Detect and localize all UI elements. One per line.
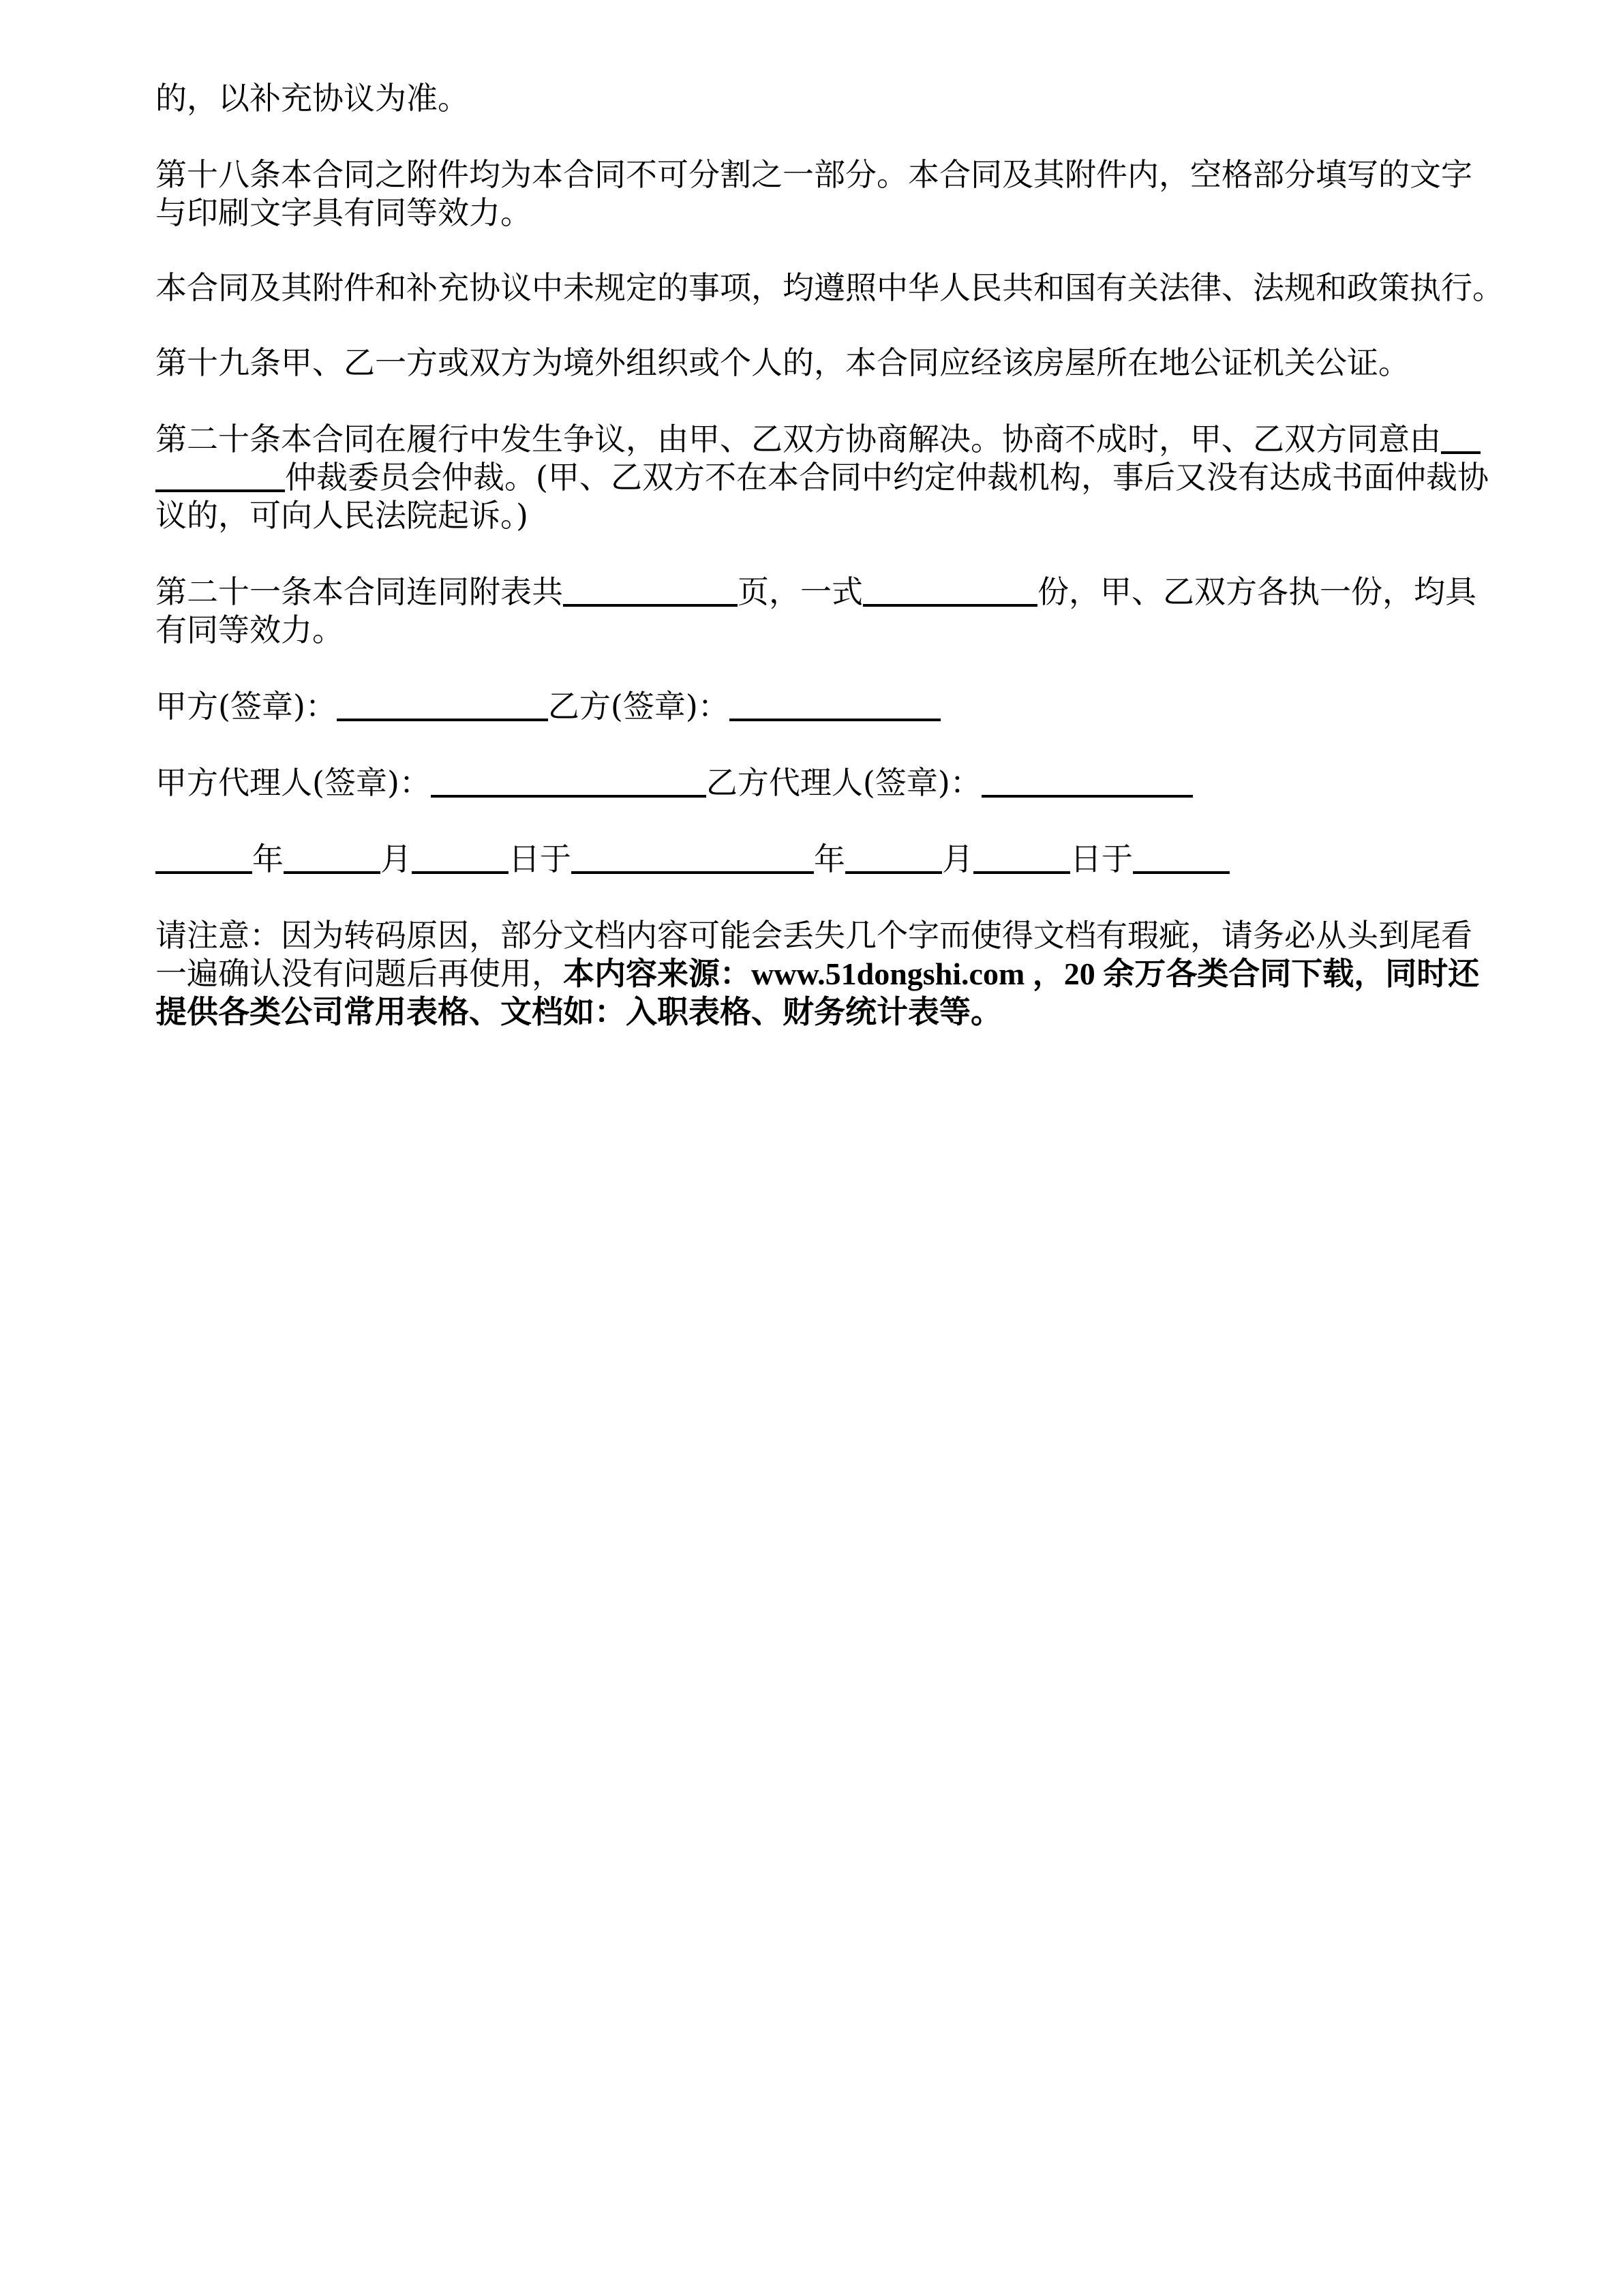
paragraph-unspecified-matters: 本合同及其附件和补充协议中未规定的事项，均遵照中华人民共和国有关法律、法规和政策执行。 xyxy=(155,269,1504,306)
notice-source-link[interactable]: 本内容来源：www.51dongshi.com ，20 余万各类合同下载，同时还 xyxy=(563,956,1480,991)
article-20-line-2-text: 仲裁委员会仲裁。(甲、乙双方不在本合同中约定仲裁机构，事后又没有达成书面仲裁协 xyxy=(285,459,1489,496)
party-a-agent-blank[interactable] xyxy=(431,765,706,798)
article-19: 第十九条甲、乙一方或双方为境外组织或个人的，本合同应经该房屋所在地公证机关公证。 xyxy=(155,344,1410,381)
notice-line-2 xyxy=(155,954,1512,993)
party-b-sign-blank[interactable] xyxy=(729,689,941,721)
arbitration-blank-part-2[interactable] xyxy=(155,459,285,492)
article-20-line-1-text: 第二十条本合同在履行中发生争议，由甲、乙双方协商解决。协商不成时，甲、乙双方同意由 xyxy=(155,421,1441,457)
party-b-agent-label: 乙方代理人(签章)： xyxy=(706,764,982,801)
year-label: 年 xyxy=(252,841,284,877)
date-place-line xyxy=(155,840,1512,878)
paragraph-supplement: 的，以补充协议为准。 xyxy=(155,80,469,117)
party-a-agent-label: 甲方代理人(签章)： xyxy=(155,764,431,801)
article-18-line-1: 第十八条本合同之附件均为本合同不可分割之一部分。本合同及其附件内，空格部分填写的文字 xyxy=(155,156,1472,193)
party-a-month-blank[interactable] xyxy=(284,841,380,874)
party-a-sign-blank[interactable] xyxy=(337,689,548,721)
notice-line-3: 提供各类公司常用表格、文档如：入职表格、财务统计表等。 xyxy=(155,993,1002,1030)
day-at-label-2: 日于 xyxy=(1070,841,1133,877)
agent-signature-line xyxy=(155,764,1512,802)
signature-line xyxy=(155,687,1512,725)
party-a-place-blank[interactable] xyxy=(571,841,814,874)
article-20-line-1 xyxy=(155,420,1512,458)
party-b-month-blank[interactable] xyxy=(973,841,1070,874)
copy-count-blank[interactable] xyxy=(863,574,1037,607)
article-21-text-b: 页，一式 xyxy=(738,573,863,610)
party-a-year-blank[interactable] xyxy=(155,841,252,874)
notice-line-1: 请注意：因为转码原因，部分文档内容可能会丢失几个字而使得文档有瑕疵，请务必从头到尾看 xyxy=(155,917,1472,954)
party-b-agent-blank[interactable] xyxy=(982,765,1193,798)
year-label-2: 年 xyxy=(814,841,845,877)
party-b-sign-label: 乙方(签章)： xyxy=(547,688,729,725)
article-21-line-2: 有同等效力。 xyxy=(155,611,344,648)
article-21-line-1 xyxy=(155,573,1512,611)
party-a-day-blank[interactable] xyxy=(412,841,509,874)
party-b-year-blank[interactable] xyxy=(845,841,942,874)
month-label: 月 xyxy=(380,841,412,877)
article-20-line-2 xyxy=(155,458,1512,496)
party-b-place-blank[interactable] xyxy=(1133,841,1230,874)
arbitration-blank-part-1[interactable] xyxy=(1441,421,1481,454)
notice-line-2-normal: 一遍确认没有问题后再使用， xyxy=(155,955,563,992)
page-count-blank[interactable] xyxy=(563,574,738,607)
article-21-text-a: 第二十一条本合同连同附表共 xyxy=(155,573,563,610)
day-at-label: 日于 xyxy=(509,841,571,877)
article-21-text-c: 份，甲、乙双方各执一份，均具 xyxy=(1037,573,1476,610)
month-label-2: 月 xyxy=(942,841,973,877)
party-a-sign-label: 甲方(签章)： xyxy=(155,688,337,725)
article-20-line-3: 议的，可向人民法院起诉。) xyxy=(155,497,528,534)
article-18-line-2: 与印刷文字具有同等效力。 xyxy=(155,194,532,231)
